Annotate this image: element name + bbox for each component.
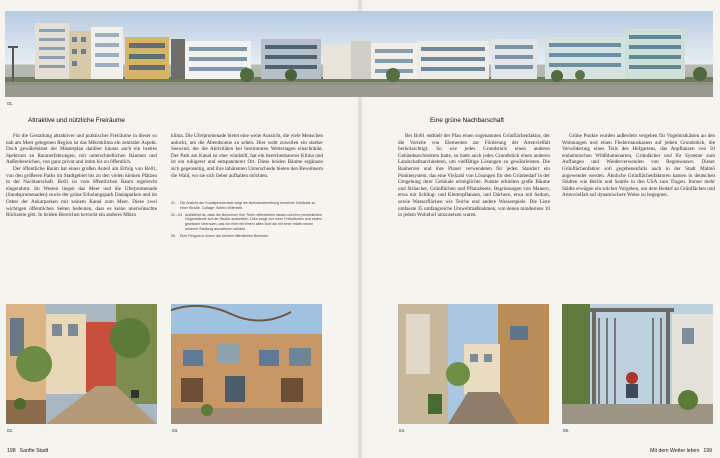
figure-number-02: 02.	[7, 428, 14, 433]
left-text-column-1	[6, 133, 157, 219]
left-heading: Attraktive und nützliche Freiräume	[28, 117, 125, 124]
caption-item: 05. Eine Pergola in einem der kleinen öffentlichen Bereiche	[171, 233, 269, 238]
panorama-photo	[5, 11, 713, 97]
caption-item: 01. Die Ansicht der Sundspromenade zeigt die Aneinanderreihung einzelner Gebäude zu einer Straße. Collage: Sotero Wilenbek	[171, 201, 316, 210]
figure-number-04: 04.	[399, 428, 406, 433]
running-title: Sanfte Stadt	[19, 448, 49, 454]
page-number: 199	[703, 448, 712, 454]
right-footer	[650, 448, 712, 454]
photo-02-street	[6, 304, 157, 424]
right-heading: Eine grüne Nachbarschaft	[430, 117, 504, 124]
page-number: 198	[7, 448, 16, 454]
paragraph: Für die Gestaltung attraktiver und praktischer Freiräume in dieser so nah am Meer gelegenen Region ist das Mikroklima ein zentraler Aspekt. Doch gewährleistet der Masterplan darüber hinaus auch ein breites Spektrum an Raumerfahrungen, mit unterschiedlichen Räumen und Außenbereichen, von ganz privat und intim bis zu öffentlich.	[6, 133, 157, 166]
photo-04-alley	[398, 304, 549, 424]
paragraph: Grüne Punkte wurden außerdem vergeben für Vogelnistkästen an den Wohnungen und einen Fledermauskasten auf jedem Grundstück, die Verwilderung eines Teils des Hofgartens, das Anpflanzen von 50 einheimischen Wildblumenarten, Gründächer und für Systeme zum Auffangen und Wiederverwenden von Regenwasser. Dieser Grünflächenfaktor soll gegebenenfalls auch in der Stadt Malmö angewendet werden. Ähnliche Grünflächenfaktoren kamen in deutschen Städten wie Berlin und Seattle in den USA zum Tragen. Immer mehr Städte erwägen ein solches Vorgehen, um dem Bedarf an Grünflächen und Artenvielfalt auf dynamischere Weise zu begegnen.	[562, 133, 715, 199]
paragraph: klima. Die Uferpromenade bietet eine weite Aussicht, die viele Menschen anlockt, um die Abendsonne zu sehen. Hier weht zuweilen ein starker Seewind, der die Aktivitäten bei bestimmten Wetterlagen einschränkt. Der Park am Kanal ist eher windstill, hat ein berechenbareres Klima und ist ein ruhigerer und entspannterer Ort. Diese beiden Räume ergänzen sich gegenseitig, und ihre inhärenten Unterschiede bieten den Bewohnern die Wahl, wo sie sich lieber aufhalten möchten.	[171, 133, 323, 179]
right-text-column-2	[562, 133, 715, 199]
left-footer	[7, 448, 52, 454]
figure-number-01: 01.	[7, 101, 14, 106]
paragraph: Bei Bo01 enthielt der Plan einen sogenannten Grünflächenfaktor, der die Vorteile von Elementen zur Förderung der Artenvielfalt berücksichtigt. So wie jedes Grundstück einen anderen Gebäudearchitekten hatte, so hatte auch jedes Grundstück einen anderen Landschaftsarchitekten, um vielfältige Lösungen zu gewährleisten. Die Bauherren und ihre Planer verwendeten für jeden Standort ein Punktesystem, das eine Vielzahl von Lösungen für den Grünbedarf in der Umgebung ihrer Gebäude ermöglichte. Punkte erhielten große Bäume und Sträucher, Grünflächen und Pflanzbeete, Begrünungen von Mauern, etwa mit Schling- und Kletterpflanzen, und Dächern, etwa mit Sedum, sowie Wasserflächen wie Teiche und andere Wasserspiele. Die Liste umfasste 35 umfangreiche Umweltmaßnahmen, von denen mindestens 10 in jedem Wohnhof umzusetzen waren.	[398, 133, 550, 219]
left-text-column-2	[171, 133, 323, 179]
figure-number-03: 03.	[172, 428, 179, 433]
photo-05-pergola	[562, 304, 713, 424]
paragraph: Der öffentliche Raum hat einen großen Anteil am Erfolg von Bo01, von den größeren Parks im Stadtgebiet bis zu den vielen kleinen Plätzen in der Nachbarschaft. Bo01 ist vom öffentlichen Raum regelrecht eingerahmt. Im Westen liegen das Meer und die Uferpromenade (Sundspromenaden) sowie der grüne Erholungspark Daniaparken und im Osten der Ankarparken mit seinem Kanal zum Meer. Diese zwei wichtigen öffentlichen Seiten bedeuten, dass es keine unerwünschte Rückseite gibt. In beiden Bereichen herrscht ein anderes Mikro	[6, 165, 157, 219]
running-title: Mit dem Wetter leben	[650, 448, 700, 454]
caption-item: 02.–04. Auffallend ist, dass die Bewohner ihre Türen offenstehen lassen und ihre persönlichen Gegenstände auf der Straße ausbreiten. Dies zeugt von einer Freiluftkultur und einem gewissen Vertrauen, das wir eher mit einem alten Dorf als mit einer relativ neuen urbanen Siedlung assoziieren würden.	[171, 212, 322, 231]
figure-captions	[171, 201, 324, 241]
figure-number-05: 05.	[563, 428, 570, 433]
photo-03-houses	[171, 304, 322, 424]
panorama-buildings	[5, 11, 713, 97]
right-text-column-1	[398, 133, 550, 219]
